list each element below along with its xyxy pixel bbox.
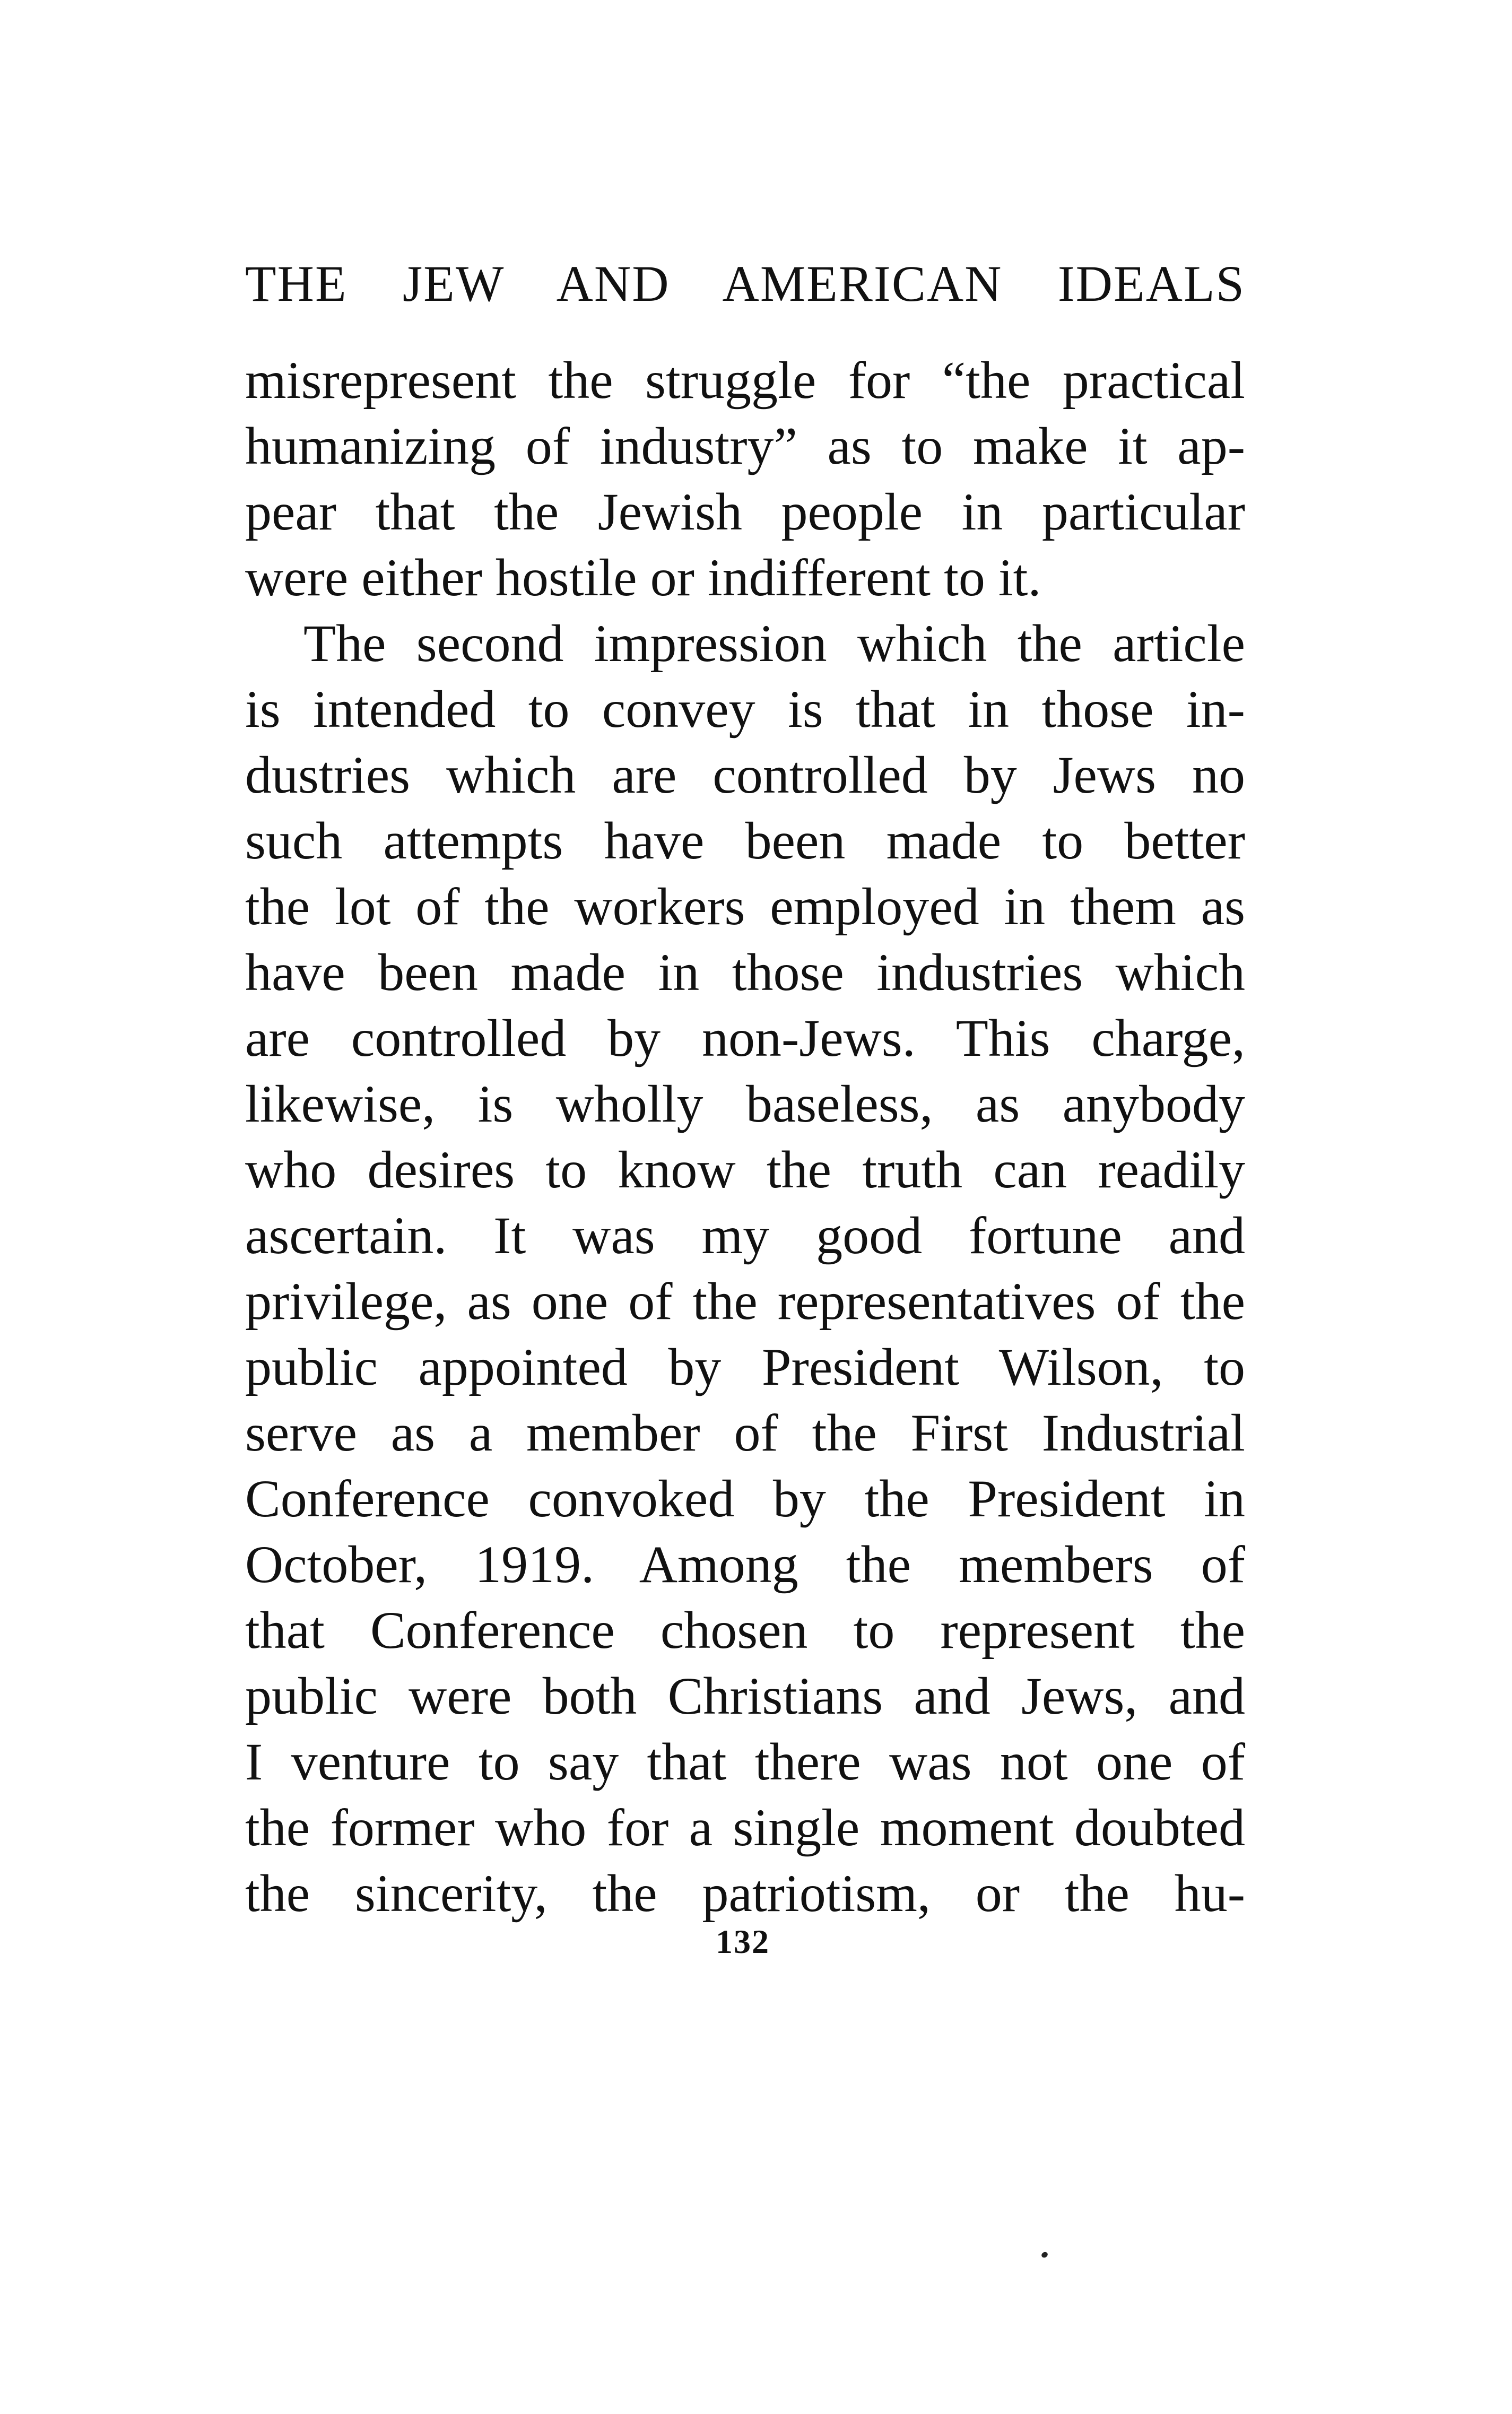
text-line: who desires to know the truth can readily	[245, 1140, 1245, 1199]
text-line: Conference convoked by the President in	[245, 1469, 1245, 1528]
text-line: likewise, is wholly baseless, as anybody	[245, 1074, 1245, 1133]
text-line: dustries which are controlled by Jews no	[245, 745, 1245, 804]
text-line: is intended to convey is that in those in-	[245, 680, 1245, 739]
text-line: public were both Christians and Jews, and	[245, 1666, 1245, 1725]
running-head: THE JEW AND AMERICAN IDEALS	[245, 255, 1245, 312]
text-line: serve as a member of the First Industrial	[245, 1403, 1245, 1462]
body-text	[245, 348, 1245, 1926]
text-line: misrepresent the struggle for “the practical	[245, 351, 1245, 410]
text-line: humanizing of industry” as to make it ap-	[245, 416, 1245, 475]
text-line: The second impression which the article	[303, 614, 1245, 673]
text-line: October, 1919. Among the members of	[245, 1535, 1245, 1594]
text-line: ascertain. It was my good fortune and	[245, 1206, 1245, 1265]
text-line: I venture to say that there was not one of	[245, 1732, 1245, 1791]
text-line: public appointed by President Wilson, to	[245, 1338, 1245, 1396]
page-number: 132	[716, 1923, 770, 1960]
text-line: are controlled by non-Jews. This charge,	[245, 1009, 1245, 1067]
text-line: privilege, as one of the representatives of the	[245, 1272, 1245, 1331]
text-line: have been made in those industries which	[245, 943, 1245, 1002]
text-line: the former who for a single moment doubted	[245, 1798, 1245, 1857]
text-line: such attempts have been made to better	[245, 811, 1245, 870]
text-line: were either hostile or indifferent to it.	[245, 548, 1041, 607]
text-line: that Conference chosen to represent the	[245, 1601, 1245, 1660]
print-speck	[1040, 2251, 1048, 2259]
text-line: the lot of the workers employed in them as	[245, 877, 1245, 936]
text-line: pear that the Jewish people in particular	[245, 482, 1245, 541]
text-line: the sincerity, the patriotism, or the hu-	[245, 1864, 1245, 1923]
